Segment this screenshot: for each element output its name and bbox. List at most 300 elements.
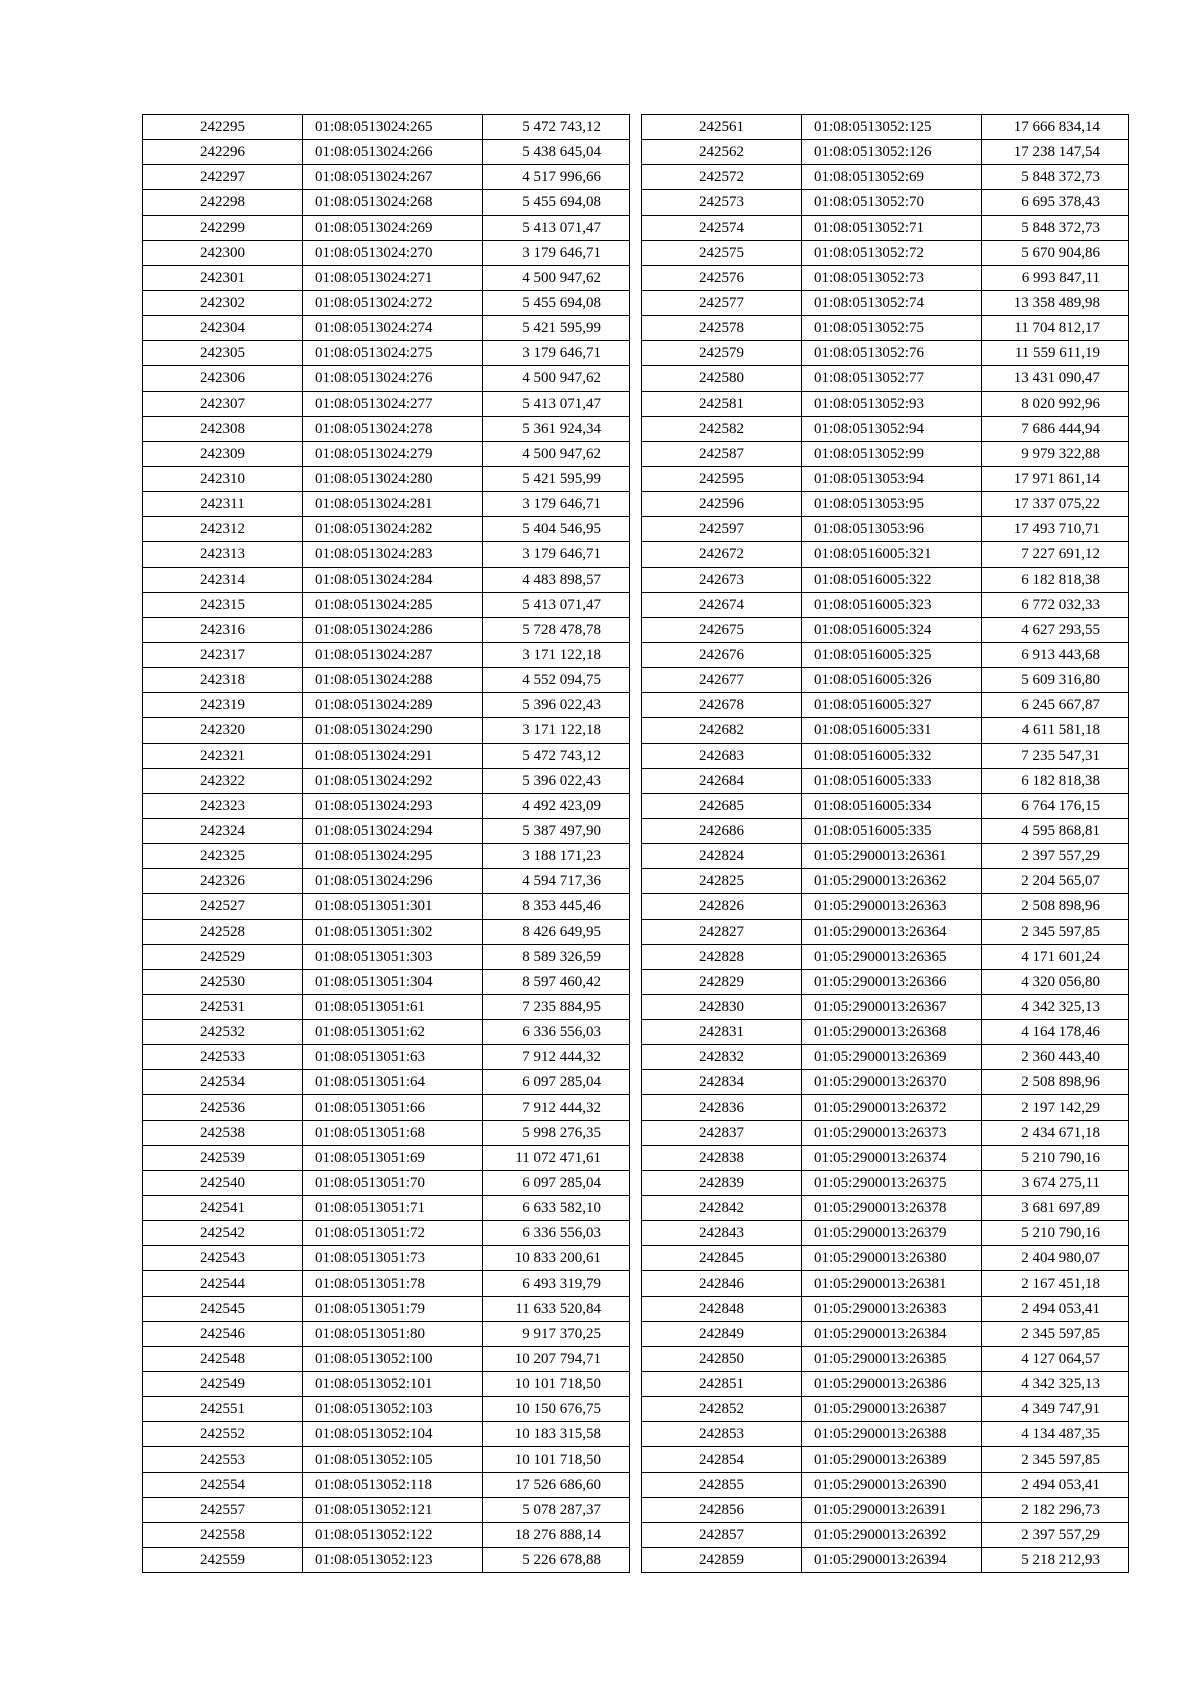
cadastral-value: 6 493 319,79 xyxy=(483,1271,630,1296)
row-number: 242321 xyxy=(143,743,303,768)
row-number: 242834 xyxy=(642,1070,802,1095)
row-number: 242845 xyxy=(642,1246,802,1271)
row-number: 242530 xyxy=(143,969,303,994)
table-row xyxy=(143,668,630,693)
cadastral-number: 01:08:0513051:64 xyxy=(303,1070,483,1095)
table-row xyxy=(143,894,630,919)
row-number: 242542 xyxy=(143,1221,303,1246)
row-number: 242536 xyxy=(143,1095,303,1120)
cadastral-value: 18 276 888,14 xyxy=(483,1522,630,1547)
table-row xyxy=(642,492,1129,517)
table-row xyxy=(143,1397,630,1422)
table-row xyxy=(143,1497,630,1522)
cadastral-number: 01:05:2900013:26365 xyxy=(802,944,982,969)
table-row xyxy=(143,165,630,190)
cadastral-value: 10 833 200,61 xyxy=(483,1246,630,1271)
cadastral-value: 4 483 898,57 xyxy=(483,567,630,592)
cadastral-value: 4 594 717,36 xyxy=(483,869,630,894)
cadastral-number: 01:08:0513053:95 xyxy=(802,492,982,517)
cadastral-value: 4 134 487,35 xyxy=(982,1422,1129,1447)
cadastral-number: 01:08:0513024:291 xyxy=(303,743,483,768)
row-number: 242528 xyxy=(143,919,303,944)
cadastral-number: 01:08:0513051:302 xyxy=(303,919,483,944)
cadastral-number: 01:08:0513051:62 xyxy=(303,1020,483,1045)
cadastral-number: 01:08:0513051:66 xyxy=(303,1095,483,1120)
cadastral-value: 6 097 285,04 xyxy=(483,1070,630,1095)
table-row xyxy=(642,818,1129,843)
table-row xyxy=(143,492,630,517)
table-row xyxy=(642,844,1129,869)
row-number: 242319 xyxy=(143,693,303,718)
cadastral-value: 5 670 904,86 xyxy=(982,240,1129,265)
cadastral-value: 5 421 595,99 xyxy=(483,316,630,341)
row-number: 242322 xyxy=(143,768,303,793)
row-number: 242596 xyxy=(642,492,802,517)
cadastral-value: 2 494 053,41 xyxy=(982,1296,1129,1321)
table-row xyxy=(143,416,630,441)
cadastral-number: 01:08:0513052:126 xyxy=(802,140,982,165)
cadastral-value: 4 627 293,55 xyxy=(982,617,1129,642)
cadastral-number: 01:08:0513024:295 xyxy=(303,844,483,869)
table-row xyxy=(642,869,1129,894)
cadastral-number: 01:05:2900013:26374 xyxy=(802,1145,982,1170)
cadastral-number: 01:08:0513024:270 xyxy=(303,240,483,265)
cadastral-value: 11 633 520,84 xyxy=(483,1296,630,1321)
cadastral-value: 2 494 053,41 xyxy=(982,1472,1129,1497)
cadastral-value: 2 345 597,85 xyxy=(982,1447,1129,1472)
cadastral-value: 8 589 326,59 xyxy=(483,944,630,969)
row-number: 242859 xyxy=(642,1548,802,1573)
cadastral-value: 5 404 546,95 xyxy=(483,517,630,542)
row-number: 242554 xyxy=(143,1472,303,1497)
row-number: 242561 xyxy=(642,115,802,140)
cadastral-value: 4 349 747,91 xyxy=(982,1397,1129,1422)
row-number: 242837 xyxy=(642,1120,802,1145)
table-row xyxy=(143,1522,630,1547)
cadastral-number: 01:08:0513051:70 xyxy=(303,1170,483,1195)
cadastral-table-right xyxy=(641,114,1129,1573)
cadastral-value: 4 552 094,75 xyxy=(483,668,630,693)
cadastral-value: 2 508 898,96 xyxy=(982,1070,1129,1095)
table-row xyxy=(143,1271,630,1296)
cadastral-value: 2 360 443,40 xyxy=(982,1045,1129,1070)
cadastral-value: 5 210 790,16 xyxy=(982,1145,1129,1170)
row-number: 242323 xyxy=(143,793,303,818)
cadastral-value: 5 728 478,78 xyxy=(483,617,630,642)
row-number: 242582 xyxy=(642,416,802,441)
table-row xyxy=(143,743,630,768)
table-row xyxy=(642,668,1129,693)
table-row xyxy=(642,994,1129,1019)
cadastral-value: 8 597 460,42 xyxy=(483,969,630,994)
table-row xyxy=(143,1196,630,1221)
cadastral-value: 5 413 071,47 xyxy=(483,391,630,416)
cadastral-number: 01:05:2900013:26363 xyxy=(802,894,982,919)
cadastral-number: 01:08:0516005:327 xyxy=(802,693,982,718)
cadastral-number: 01:08:0513052:77 xyxy=(802,366,982,391)
table-row xyxy=(642,1447,1129,1472)
row-number: 242318 xyxy=(143,668,303,693)
table-row xyxy=(642,1271,1129,1296)
cadastral-value: 2 508 898,96 xyxy=(982,894,1129,919)
row-number: 242682 xyxy=(642,718,802,743)
row-number: 242559 xyxy=(143,1548,303,1573)
table-row xyxy=(143,567,630,592)
table-row xyxy=(642,466,1129,491)
row-number: 242580 xyxy=(642,366,802,391)
row-number: 242545 xyxy=(143,1296,303,1321)
table-row xyxy=(642,1120,1129,1145)
row-number: 242832 xyxy=(642,1045,802,1070)
cadastral-number: 01:08:0513051:72 xyxy=(303,1221,483,1246)
cadastral-value: 5 609 316,80 xyxy=(982,668,1129,693)
table-row xyxy=(642,768,1129,793)
row-number: 242678 xyxy=(642,693,802,718)
table-row xyxy=(642,1372,1129,1397)
cadastral-number: 01:08:0513051:301 xyxy=(303,894,483,919)
table-row xyxy=(143,366,630,391)
table-row xyxy=(143,1020,630,1045)
row-number: 242578 xyxy=(642,316,802,341)
row-number: 242597 xyxy=(642,517,802,542)
cadastral-value: 7 912 444,32 xyxy=(483,1095,630,1120)
row-number: 242532 xyxy=(143,1020,303,1045)
cadastral-value: 3 179 646,71 xyxy=(483,341,630,366)
cadastral-value: 5 438 645,04 xyxy=(483,140,630,165)
cadastral-value: 3 179 646,71 xyxy=(483,492,630,517)
cadastral-number: 01:08:0513052:123 xyxy=(303,1548,483,1573)
table-row xyxy=(642,1196,1129,1221)
table-row xyxy=(143,1045,630,1070)
table-row xyxy=(642,115,1129,140)
cadastral-value: 6 764 176,15 xyxy=(982,793,1129,818)
cadastral-number: 01:08:0513052:125 xyxy=(802,115,982,140)
row-number: 242842 xyxy=(642,1196,802,1221)
row-number: 242672 xyxy=(642,542,802,567)
table-row xyxy=(143,768,630,793)
cadastral-value: 4 320 056,80 xyxy=(982,969,1129,994)
table-row xyxy=(642,1397,1129,1422)
row-number: 242315 xyxy=(143,592,303,617)
row-number: 242553 xyxy=(143,1447,303,1472)
row-number: 242826 xyxy=(642,894,802,919)
row-number: 242309 xyxy=(143,441,303,466)
table-row xyxy=(143,718,630,743)
cadastral-number: 01:08:0513052:76 xyxy=(802,341,982,366)
table-row xyxy=(143,1221,630,1246)
cadastral-value: 5 472 743,12 xyxy=(483,115,630,140)
row-number: 242677 xyxy=(642,668,802,693)
cadastral-value: 3 179 646,71 xyxy=(483,542,630,567)
cadastral-value: 6 913 443,68 xyxy=(982,642,1129,667)
table-row xyxy=(143,1321,630,1346)
cadastral-value: 5 218 212,93 xyxy=(982,1548,1129,1573)
cadastral-value: 5 078 287,37 xyxy=(483,1497,630,1522)
table-row xyxy=(143,969,630,994)
table-row xyxy=(642,617,1129,642)
cadastral-value: 5 455 694,08 xyxy=(483,290,630,315)
cadastral-value: 7 227 691,12 xyxy=(982,542,1129,567)
table-row xyxy=(642,1095,1129,1120)
cadastral-number: 01:05:2900013:26387 xyxy=(802,1397,982,1422)
row-number: 242824 xyxy=(642,844,802,869)
cadastral-value: 4 611 581,18 xyxy=(982,718,1129,743)
cadastral-number: 01:08:0513052:103 xyxy=(303,1397,483,1422)
table-row xyxy=(143,517,630,542)
table-row xyxy=(642,391,1129,416)
cadastral-number: 01:05:2900013:26379 xyxy=(802,1221,982,1246)
row-number: 242297 xyxy=(143,165,303,190)
row-number: 242846 xyxy=(642,1271,802,1296)
cadastral-number: 01:08:0516005:331 xyxy=(802,718,982,743)
table-row xyxy=(642,215,1129,240)
table-row xyxy=(143,391,630,416)
table-row xyxy=(143,944,630,969)
row-number: 242856 xyxy=(642,1497,802,1522)
cadastral-number: 01:08:0513024:272 xyxy=(303,290,483,315)
table-row xyxy=(143,1246,630,1271)
table-row xyxy=(143,592,630,617)
cadastral-value: 5 413 071,47 xyxy=(483,215,630,240)
table-row xyxy=(642,290,1129,315)
cadastral-value: 7 912 444,32 xyxy=(483,1045,630,1070)
cadastral-number: 01:08:0516005:326 xyxy=(802,668,982,693)
table-row xyxy=(143,1120,630,1145)
row-number: 242558 xyxy=(143,1522,303,1547)
table-row xyxy=(642,1346,1129,1371)
table-row xyxy=(143,818,630,843)
row-number: 242299 xyxy=(143,215,303,240)
row-number: 242552 xyxy=(143,1422,303,1447)
table-row xyxy=(143,1296,630,1321)
row-number: 242673 xyxy=(642,567,802,592)
cadastral-value: 13 358 489,98 xyxy=(982,290,1129,315)
cadastral-number: 01:08:0513024:281 xyxy=(303,492,483,517)
cadastral-value: 3 171 122,18 xyxy=(483,718,630,743)
cadastral-value: 2 434 671,18 xyxy=(982,1120,1129,1145)
table-row xyxy=(642,592,1129,617)
cadastral-number: 01:08:0513024:280 xyxy=(303,466,483,491)
cadastral-value: 3 674 275,11 xyxy=(982,1170,1129,1195)
cadastral-value: 3 188 171,23 xyxy=(483,844,630,869)
cadastral-value: 3 681 697,89 xyxy=(982,1196,1129,1221)
cadastral-number: 01:08:0513051:304 xyxy=(303,969,483,994)
cadastral-number: 01:05:2900013:26389 xyxy=(802,1447,982,1472)
table-row xyxy=(143,115,630,140)
table-row xyxy=(642,743,1129,768)
cadastral-number: 01:08:0513024:271 xyxy=(303,265,483,290)
cadastral-number: 01:08:0513024:282 xyxy=(303,517,483,542)
cadastral-value: 5 421 595,99 xyxy=(483,466,630,491)
cadastral-number: 01:08:0513051:69 xyxy=(303,1145,483,1170)
table-row xyxy=(143,441,630,466)
cadastral-number: 01:05:2900013:26384 xyxy=(802,1321,982,1346)
cadastral-number: 01:05:2900013:26369 xyxy=(802,1045,982,1070)
table-row xyxy=(143,316,630,341)
cadastral-value: 5 387 497,90 xyxy=(483,818,630,843)
table-row xyxy=(642,1296,1129,1321)
cadastral-number: 01:08:0513052:94 xyxy=(802,416,982,441)
row-number: 242531 xyxy=(143,994,303,1019)
cadastral-number: 01:05:2900013:26381 xyxy=(802,1271,982,1296)
cadastral-value: 5 210 790,16 xyxy=(982,1221,1129,1246)
table-row xyxy=(143,1145,630,1170)
row-number: 242317 xyxy=(143,642,303,667)
cadastral-number: 01:08:0513051:303 xyxy=(303,944,483,969)
table-row xyxy=(642,542,1129,567)
row-number: 242848 xyxy=(642,1296,802,1321)
cadastral-value: 4 127 064,57 xyxy=(982,1346,1129,1371)
cadastral-value: 6 633 582,10 xyxy=(483,1196,630,1221)
table-row xyxy=(143,1447,630,1472)
row-number: 242541 xyxy=(143,1196,303,1221)
table-row xyxy=(143,1472,630,1497)
row-number: 242298 xyxy=(143,190,303,215)
row-number: 242540 xyxy=(143,1170,303,1195)
cadastral-number: 01:05:2900013:26385 xyxy=(802,1346,982,1371)
cadastral-value: 9 979 322,88 xyxy=(982,441,1129,466)
cadastral-value: 13 431 090,47 xyxy=(982,366,1129,391)
row-number: 242295 xyxy=(143,115,303,140)
cadastral-number: 01:08:0513052:122 xyxy=(303,1522,483,1547)
cadastral-number: 01:05:2900013:26383 xyxy=(802,1296,982,1321)
cadastral-value: 5 226 678,88 xyxy=(483,1548,630,1573)
table-row xyxy=(143,642,630,667)
table-row xyxy=(642,567,1129,592)
row-number: 242575 xyxy=(642,240,802,265)
cadastral-value: 6 336 556,03 xyxy=(483,1221,630,1246)
cadastral-value: 6 336 556,03 xyxy=(483,1020,630,1045)
cadastral-number: 01:08:0513052:75 xyxy=(802,316,982,341)
cadastral-value: 11 704 812,17 xyxy=(982,316,1129,341)
cadastral-number: 01:08:0513052:118 xyxy=(303,1472,483,1497)
cadastral-value: 10 207 794,71 xyxy=(483,1346,630,1371)
cadastral-number: 01:08:0513024:279 xyxy=(303,441,483,466)
cadastral-value: 17 337 075,22 xyxy=(982,492,1129,517)
cadastral-number: 01:08:0513051:78 xyxy=(303,1271,483,1296)
cadastral-number: 01:05:2900013:26386 xyxy=(802,1372,982,1397)
cadastral-number: 01:08:0513024:292 xyxy=(303,768,483,793)
cadastral-number: 01:05:2900013:26388 xyxy=(802,1422,982,1447)
cadastral-number: 01:08:0513053:96 xyxy=(802,517,982,542)
cadastral-value: 5 396 022,43 xyxy=(483,693,630,718)
row-number: 242300 xyxy=(143,240,303,265)
row-number: 242304 xyxy=(143,316,303,341)
row-number: 242314 xyxy=(143,567,303,592)
row-number: 242551 xyxy=(143,1397,303,1422)
row-number: 242685 xyxy=(642,793,802,818)
row-number: 242830 xyxy=(642,994,802,1019)
cadastral-number: 01:05:2900013:26364 xyxy=(802,919,982,944)
table-row xyxy=(642,1145,1129,1170)
cadastral-number: 01:08:0513024:267 xyxy=(303,165,483,190)
row-number: 242538 xyxy=(143,1120,303,1145)
row-number: 242326 xyxy=(143,869,303,894)
cadastral-number: 01:08:0513051:68 xyxy=(303,1120,483,1145)
cadastral-number: 01:08:0513024:269 xyxy=(303,215,483,240)
cadastral-number: 01:08:0513052:69 xyxy=(802,165,982,190)
row-number: 242827 xyxy=(642,919,802,944)
row-number: 242544 xyxy=(143,1271,303,1296)
cadastral-value: 4 342 325,13 xyxy=(982,994,1129,1019)
cadastral-value: 11 072 471,61 xyxy=(483,1145,630,1170)
row-number: 242684 xyxy=(642,768,802,793)
cadastral-number: 01:05:2900013:26370 xyxy=(802,1070,982,1095)
cadastral-value: 17 666 834,14 xyxy=(982,115,1129,140)
cadastral-number: 01:08:0513052:121 xyxy=(303,1497,483,1522)
row-number: 242683 xyxy=(642,743,802,768)
cadastral-number: 01:08:0516005:321 xyxy=(802,542,982,567)
table-row xyxy=(642,1045,1129,1070)
table-row xyxy=(143,265,630,290)
table-row xyxy=(642,240,1129,265)
row-number: 242312 xyxy=(143,517,303,542)
cadastral-number: 01:05:2900013:26378 xyxy=(802,1196,982,1221)
row-number: 242548 xyxy=(143,1346,303,1371)
cadastral-value: 5 848 372,73 xyxy=(982,215,1129,240)
cadastral-number: 01:08:0516005:322 xyxy=(802,567,982,592)
cadastral-number: 01:08:0516005:325 xyxy=(802,642,982,667)
cadastral-value: 2 404 980,07 xyxy=(982,1246,1129,1271)
row-number: 242539 xyxy=(143,1145,303,1170)
row-number: 242296 xyxy=(143,140,303,165)
cadastral-number: 01:08:0513051:79 xyxy=(303,1296,483,1321)
row-number: 242311 xyxy=(143,492,303,517)
cadastral-number: 01:08:0513051:80 xyxy=(303,1321,483,1346)
cadastral-number: 01:08:0513024:293 xyxy=(303,793,483,818)
cadastral-number: 01:05:2900013:26391 xyxy=(802,1497,982,1522)
table-row xyxy=(642,366,1129,391)
cadastral-number: 01:08:0513024:266 xyxy=(303,140,483,165)
table-row xyxy=(143,466,630,491)
row-number: 242850 xyxy=(642,1346,802,1371)
table-row xyxy=(642,517,1129,542)
row-number: 242324 xyxy=(143,818,303,843)
cadastral-value: 6 182 818,38 xyxy=(982,567,1129,592)
table-row xyxy=(642,190,1129,215)
table-row xyxy=(143,1070,630,1095)
row-number: 242533 xyxy=(143,1045,303,1070)
row-number: 242313 xyxy=(143,542,303,567)
cadastral-number: 01:08:0516005:324 xyxy=(802,617,982,642)
cadastral-value: 17 971 861,14 xyxy=(982,466,1129,491)
cadastral-value: 2 345 597,85 xyxy=(982,1321,1129,1346)
row-number: 242825 xyxy=(642,869,802,894)
cadastral-number: 01:08:0513051:73 xyxy=(303,1246,483,1271)
cadastral-number: 01:08:0513024:276 xyxy=(303,366,483,391)
row-number: 242686 xyxy=(642,818,802,843)
row-number: 242301 xyxy=(143,265,303,290)
cadastral-number: 01:08:0513052:71 xyxy=(802,215,982,240)
table-row xyxy=(143,290,630,315)
cadastral-number: 01:05:2900013:26380 xyxy=(802,1246,982,1271)
table-row xyxy=(642,1548,1129,1573)
table-row xyxy=(642,140,1129,165)
cadastral-number: 01:08:0513024:296 xyxy=(303,869,483,894)
table-row xyxy=(143,1170,630,1195)
cadastral-number: 01:05:2900013:26368 xyxy=(802,1020,982,1045)
cadastral-value: 8 020 992,96 xyxy=(982,391,1129,416)
row-number: 242557 xyxy=(143,1497,303,1522)
cadastral-value: 3 171 122,18 xyxy=(483,642,630,667)
cadastral-number: 01:08:0513024:294 xyxy=(303,818,483,843)
row-number: 242855 xyxy=(642,1472,802,1497)
cadastral-value: 8 353 445,46 xyxy=(483,894,630,919)
cadastral-value: 2 182 296,73 xyxy=(982,1497,1129,1522)
cadastral-value: 6 695 378,43 xyxy=(982,190,1129,215)
cadastral-value: 4 500 947,62 xyxy=(483,366,630,391)
table-row xyxy=(642,793,1129,818)
